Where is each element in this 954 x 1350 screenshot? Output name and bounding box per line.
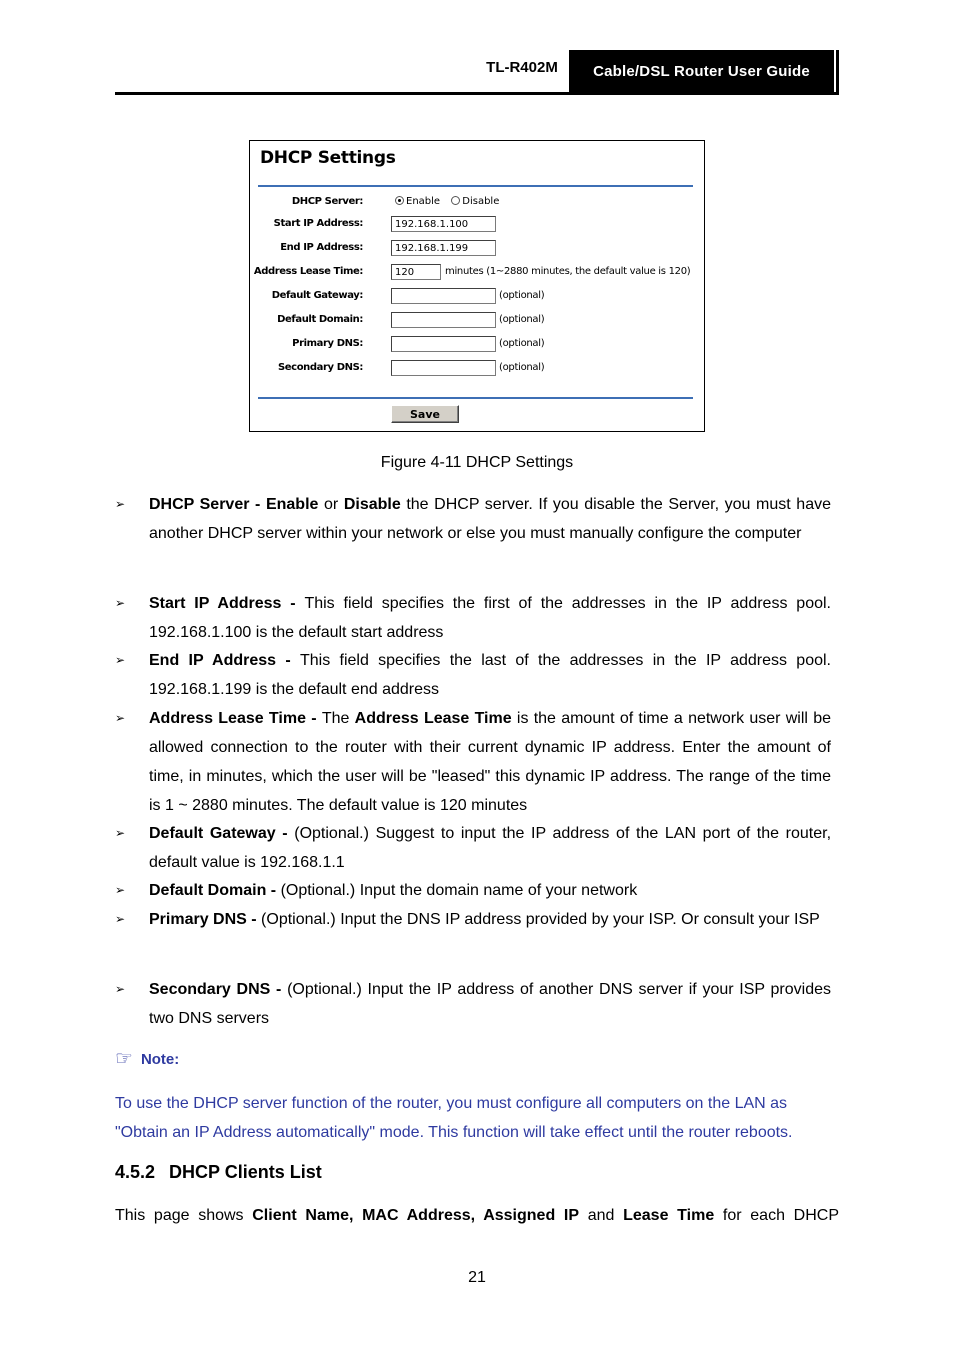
dhcp-server-row xyxy=(250,194,704,214)
bullet-term: Default Domain - xyxy=(149,882,281,899)
disable-radio-label: Disable xyxy=(462,196,500,207)
note-label: Note: xyxy=(140,1051,180,1068)
start-ip-row xyxy=(250,216,704,236)
lease-time-note: minutes (1~2880 minutes, the default value is 120) xyxy=(445,266,691,277)
para-text: for each DHCP xyxy=(714,1207,840,1224)
header-rule xyxy=(115,92,839,95)
bullet-text: This field specifies the last of the addresses in the IP address pool. 192.168.1.199 is the default end address xyxy=(149,652,832,698)
start-ip-input[interactable]: 192.168.1.100 xyxy=(391,216,496,232)
bullet-text: (Optional.) Input the domain name of your network xyxy=(280,882,638,899)
lease-time-input[interactable]: 120 xyxy=(391,264,441,280)
bullet-text: (Optional.) Input the IP address of another DNS server if your ISP provides two DNS servers xyxy=(149,981,831,1027)
bullet-term: Address Lease Time - xyxy=(149,710,322,727)
bullet-connector: The xyxy=(321,710,355,727)
bullet-mark: ➢ xyxy=(115,826,126,840)
bullet-text: the DHCP server. If you disable the Server, you must have another DHCP server within your network or else you must manually configure the computer xyxy=(149,496,831,542)
section-intro-paragraph xyxy=(115,1201,839,1230)
end-ip-input[interactable]: 192.168.1.199 xyxy=(391,240,496,256)
bullet-default-domain xyxy=(149,876,831,905)
bullet-term-2: Disable xyxy=(343,496,401,513)
dhcp-settings-panel xyxy=(249,140,705,432)
section-number: 4.5.2 xyxy=(115,1162,156,1182)
lease-time-row xyxy=(250,264,704,284)
para-bold: Client Name, MAC Address, Assigned IP xyxy=(252,1207,580,1224)
bullet-lease-time xyxy=(149,704,831,820)
default-gateway-label: Default Gateway: xyxy=(271,290,363,301)
bullet-text: (Optional.) Suggest to input the IP address of the LAN port of the router, default value is 192.168.1.1 xyxy=(149,825,832,871)
bullet-default-gateway xyxy=(149,819,831,877)
bullet-mark: ➢ xyxy=(115,982,126,996)
header-guide-title: Cable/DSL Router User Guide xyxy=(569,50,834,92)
default-gateway-input[interactable] xyxy=(391,288,496,304)
bullet-primary-dns xyxy=(149,905,831,934)
bullet-dhcp-server xyxy=(149,490,831,548)
panel-title: DHCP Settings xyxy=(260,148,396,168)
bullet-mark: ➢ xyxy=(115,596,126,610)
secondary-dns-input[interactable] xyxy=(391,360,496,376)
end-ip-label: End IP Address: xyxy=(280,242,363,253)
bullet-start-ip xyxy=(149,589,831,647)
bullet-term: Start IP Address - xyxy=(149,595,305,612)
bullet-term: Secondary DNS - xyxy=(149,981,288,998)
secondary-dns-row xyxy=(250,360,704,380)
bullet-term: Primary DNS - xyxy=(149,911,262,928)
dhcp-server-radios xyxy=(395,196,499,207)
bullet-term-2: Address Lease Time xyxy=(354,710,512,727)
header-model: TL-R402M xyxy=(486,59,558,76)
save-button[interactable]: Save xyxy=(391,405,459,423)
para-text: and xyxy=(579,1207,624,1224)
lease-time-label: Address Lease Time: xyxy=(253,266,363,277)
default-domain-label: Default Domain: xyxy=(277,314,363,325)
para-text: This page shows xyxy=(115,1207,253,1224)
bullet-end-ip xyxy=(149,646,831,704)
bullet-mark: ➢ xyxy=(115,883,126,897)
page-number: 21 xyxy=(468,1269,486,1286)
bullet-connector: or xyxy=(318,496,344,513)
default-domain-input[interactable] xyxy=(391,312,496,328)
section-heading xyxy=(115,1162,322,1183)
section-title: DHCP Clients List xyxy=(169,1162,322,1182)
bullet-text: This field specifies the first of the addresses in the IP address pool. 192.168.1.100 is the default start address xyxy=(149,595,831,641)
bullet-term: End IP Address - xyxy=(149,652,300,669)
para-bold: Lease Time xyxy=(623,1207,715,1224)
start-ip-label: Start IP Address: xyxy=(273,218,363,229)
note-heading xyxy=(115,1046,179,1071)
bullet-secondary-dns xyxy=(149,975,831,1033)
primary-dns-optional: (optional) xyxy=(499,338,545,349)
primary-dns-row xyxy=(250,336,704,356)
primary-dns-label: Primary DNS: xyxy=(292,338,363,349)
enable-radio-label: Enable xyxy=(406,196,441,207)
primary-dns-input[interactable] xyxy=(391,336,496,352)
default-domain-optional: (optional) xyxy=(499,314,545,325)
secondary-dns-label: Secondary DNS: xyxy=(277,362,363,373)
bullet-term: DHCP Server - Enable xyxy=(149,496,319,513)
bullet-text: is the amount of time a network user will be allowed connection to the router with their current dynamic IP address. Enter the amount of time, in minutes, which the user will be "leased" this dynamic IP address. The range of the time is 1 ~ 2880 minutes. The default value is 120 minutes xyxy=(149,710,832,814)
default-domain-row xyxy=(250,312,704,332)
header-edge-bar xyxy=(836,50,839,92)
default-gateway-row xyxy=(250,288,704,308)
bullet-term: Default Gateway - xyxy=(149,825,295,842)
bullet-mark: ➢ xyxy=(115,912,126,926)
panel-top-rule xyxy=(258,185,693,187)
bullet-text: (Optional.) Input the DNS IP address provided by your ISP. Or consult your ISP xyxy=(261,911,820,928)
secondary-dns-optional: (optional) xyxy=(499,362,545,373)
pointing-hand-icon: ☞ xyxy=(115,1048,133,1070)
figure-caption: Figure 4-11 DHCP Settings xyxy=(380,454,574,471)
bullet-mark: ➢ xyxy=(115,497,126,511)
panel-bottom-rule xyxy=(258,397,693,399)
bullet-mark: ➢ xyxy=(115,653,126,667)
enable-radio[interactable] xyxy=(395,196,404,205)
bullet-mark: ➢ xyxy=(115,711,126,725)
note-text: To use the DHCP server function of the router, you must configure all computers on the LAN as "Obtain an IP Address automatically" mode. This function will take effect until the router reboots. xyxy=(115,1095,793,1141)
disable-radio[interactable] xyxy=(451,196,460,205)
end-ip-row xyxy=(250,240,704,260)
default-gateway-optional: (optional) xyxy=(499,290,545,301)
dhcp-server-label: DHCP Server: xyxy=(291,196,363,207)
